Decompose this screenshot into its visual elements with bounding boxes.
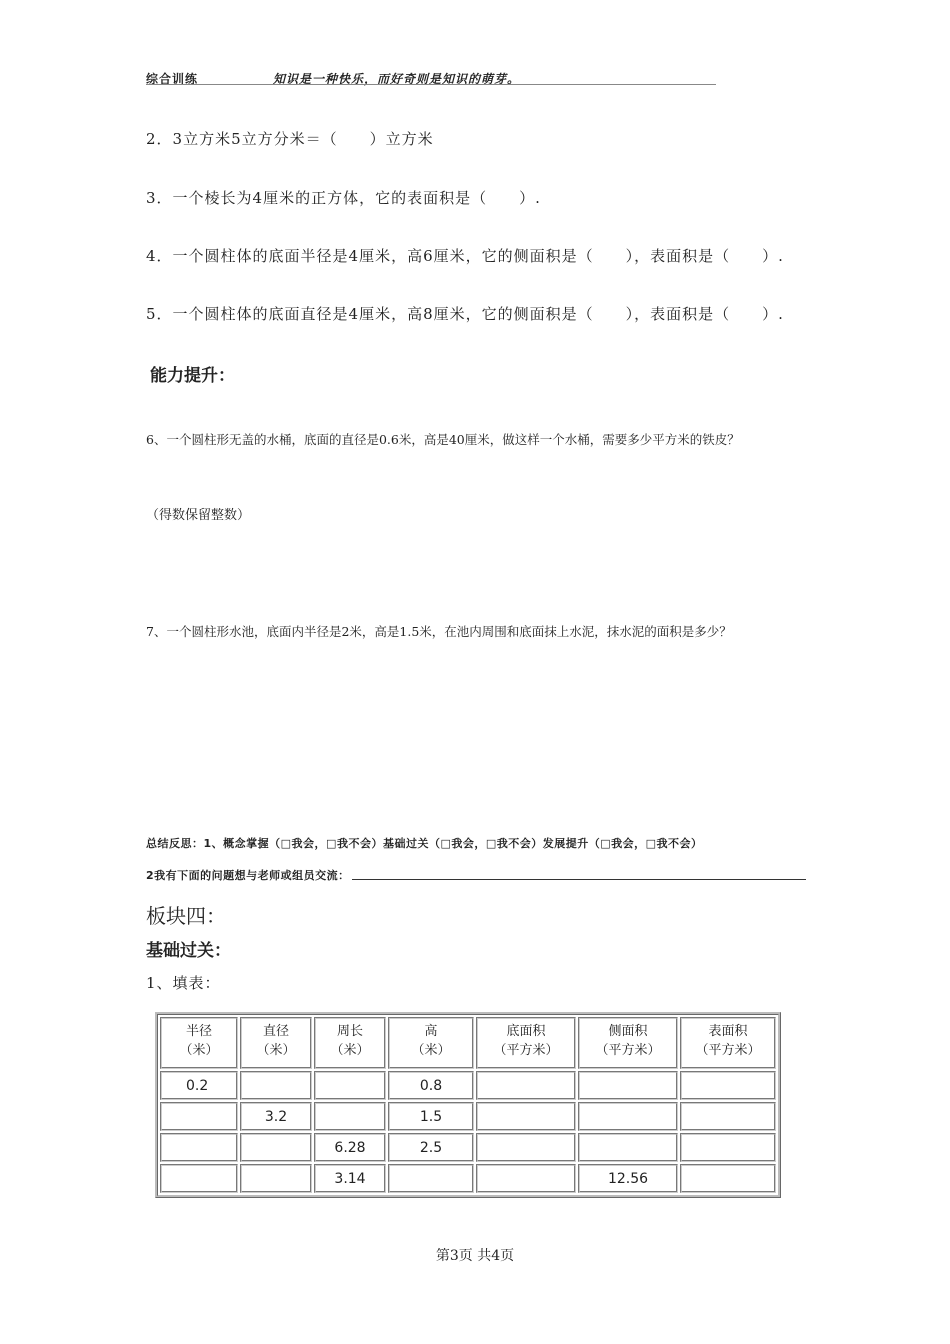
table-cell[interactable] [388,1164,474,1193]
table-cell[interactable]: 1.5 [388,1102,474,1131]
answer-blank-line[interactable] [352,879,806,880]
table-cell[interactable] [680,1071,776,1100]
table-cell[interactable]: 0.2 [160,1071,238,1100]
table-cell[interactable] [578,1133,678,1162]
question-4: 4．一个圆柱体的底面半径是4厘米，高6厘米，它的侧面积是（ ），表面积是（ ）. [146,247,784,265]
table-cell[interactable]: 3.2 [240,1102,312,1131]
table-cell[interactable] [314,1071,386,1100]
question-5: 5．一个圆柱体的底面直径是4厘米，高8厘米，它的侧面积是（ ），表面积是（ ）. [146,305,784,323]
header-motto: 知识是一种快乐，而好奇则是知识的萌芽。 [273,72,521,86]
table-cell[interactable]: 3.14 [314,1164,386,1193]
table-cell[interactable] [476,1071,576,1100]
table-cell[interactable]: 2.5 [388,1133,474,1162]
question-6: 6、一个圆柱形无盖的水桶，底面的直径是0.6米，高是40厘米，做这样一个水桶，需要多少平方米的铁皮？ [146,432,740,447]
fill-table [155,1012,781,1198]
header-left-title: 综合训练 [146,72,199,86]
summary-reflection: 总结反思：1、概念掌握（□我会，□我不会）基础过关（□我会，□我不会）发展提升（□我会，□我不会） [146,837,703,850]
table-cell[interactable] [160,1133,238,1162]
table-header-row [160,1017,776,1069]
block-4-title: 板块四： [146,904,226,928]
question-7: 7、一个圆柱形水池，底面内半径是2米，高是1.5米，在池内周围和底面抹上水泥，抹水泥的面积是多少？ [146,624,732,639]
table-cell[interactable]: 12.56 [578,1164,678,1193]
basic-section-title: 基础过关： [146,941,231,961]
question-3: 3．一个棱长为4厘米的正方体，它的表面积是（ ）. [146,189,541,207]
table-cell[interactable] [680,1164,776,1193]
header-divider [146,84,716,85]
fill-table-container [155,1012,781,1198]
table-cell[interactable] [476,1102,576,1131]
header-circumference: 周长 （米） [314,1017,386,1069]
table-cell[interactable] [578,1102,678,1131]
table-cell[interactable] [160,1164,238,1193]
header-surface-area: 表面积 （平方米） [680,1017,776,1069]
table-cell[interactable] [476,1164,576,1193]
table-row [160,1071,776,1100]
table-cell[interactable] [240,1164,312,1193]
ability-section-title: 能力提升： [150,366,235,386]
table-row [160,1102,776,1131]
table-cell[interactable] [160,1102,238,1131]
page-footer: 第3页 共4页 [435,1248,515,1264]
table-cell[interactable] [680,1102,776,1131]
header-lateral-area: 侧面积 （平方米） [578,1017,678,1069]
table-row [160,1164,776,1193]
question-1-fill-table: 1、填表： [146,974,221,992]
summary-question-prompt: 2我有下面的问题想与老师或组员交流： [146,869,350,882]
header-diameter: 直径 （米） [240,1017,312,1069]
table-cell[interactable]: 0.8 [388,1071,474,1100]
question-6-note: （得数保留整数） [146,508,251,523]
table-cell[interactable] [240,1071,312,1100]
table-cell[interactable] [680,1133,776,1162]
table-cell[interactable] [578,1071,678,1100]
table-cell[interactable] [476,1133,576,1162]
header-height: 高 （米） [388,1017,474,1069]
table-cell[interactable]: 6.28 [314,1133,386,1162]
header-base-area: 底面积 （平方米） [476,1017,576,1069]
table-row [160,1133,776,1162]
table-cell[interactable] [240,1133,312,1162]
table-cell[interactable] [314,1102,386,1131]
question-2: 2．3立方米5立方分米＝（ ）立方米 [146,130,434,148]
header-radius: 半径 （米） [160,1017,238,1069]
